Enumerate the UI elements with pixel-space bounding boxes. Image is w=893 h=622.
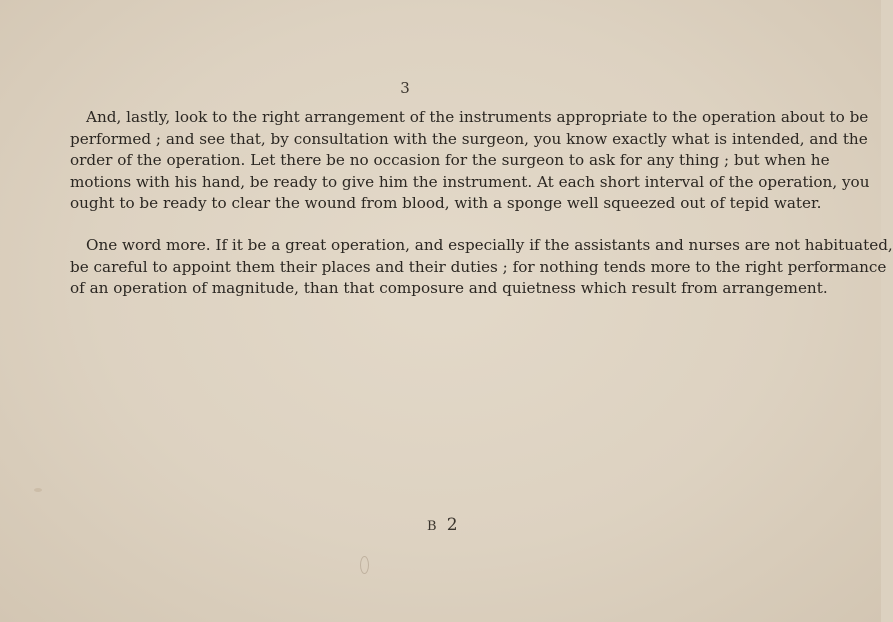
signature-number: 2 xyxy=(446,515,461,535)
paragraph-line: motions with his hand, be ready to give him the instrument. At each short interval of the operation, you xyxy=(70,172,870,191)
paragraph-line: be careful to appoint them their places and their duties ; for nothing tends more to the right performance xyxy=(70,257,887,276)
paragraph-line: of an operation of magnitude, than that composure and quietness which result from arrangement. xyxy=(70,279,828,298)
paragraph-one-word-more xyxy=(70,235,893,300)
paragraph-line: ought to be ready to clear the wound from blood, with a sponge well squeezed out of tepid water. xyxy=(70,194,822,213)
page-number: 3 xyxy=(400,79,410,97)
paragraph-line: performed ; and see that, by consultation with the surgeon, you know exactly what is intended, and the xyxy=(70,129,868,148)
paragraph-line: One word more. If it be a great operation, and especially if the assistants and nurses are not habituated, xyxy=(86,236,893,254)
paragraph-line: order of the operation. Let there be no occasion for the surgeon to ask for any thing ; but when he xyxy=(70,151,830,170)
paper-stain xyxy=(34,488,42,492)
paragraph-arrangement xyxy=(70,107,870,215)
signature-mark xyxy=(427,515,461,535)
paragraph-line: And, lastly, look to the right arrangement of the instruments appropriate to the operation about to be xyxy=(86,108,869,126)
signature-letter: B xyxy=(427,519,440,534)
paper-mark xyxy=(360,556,369,574)
